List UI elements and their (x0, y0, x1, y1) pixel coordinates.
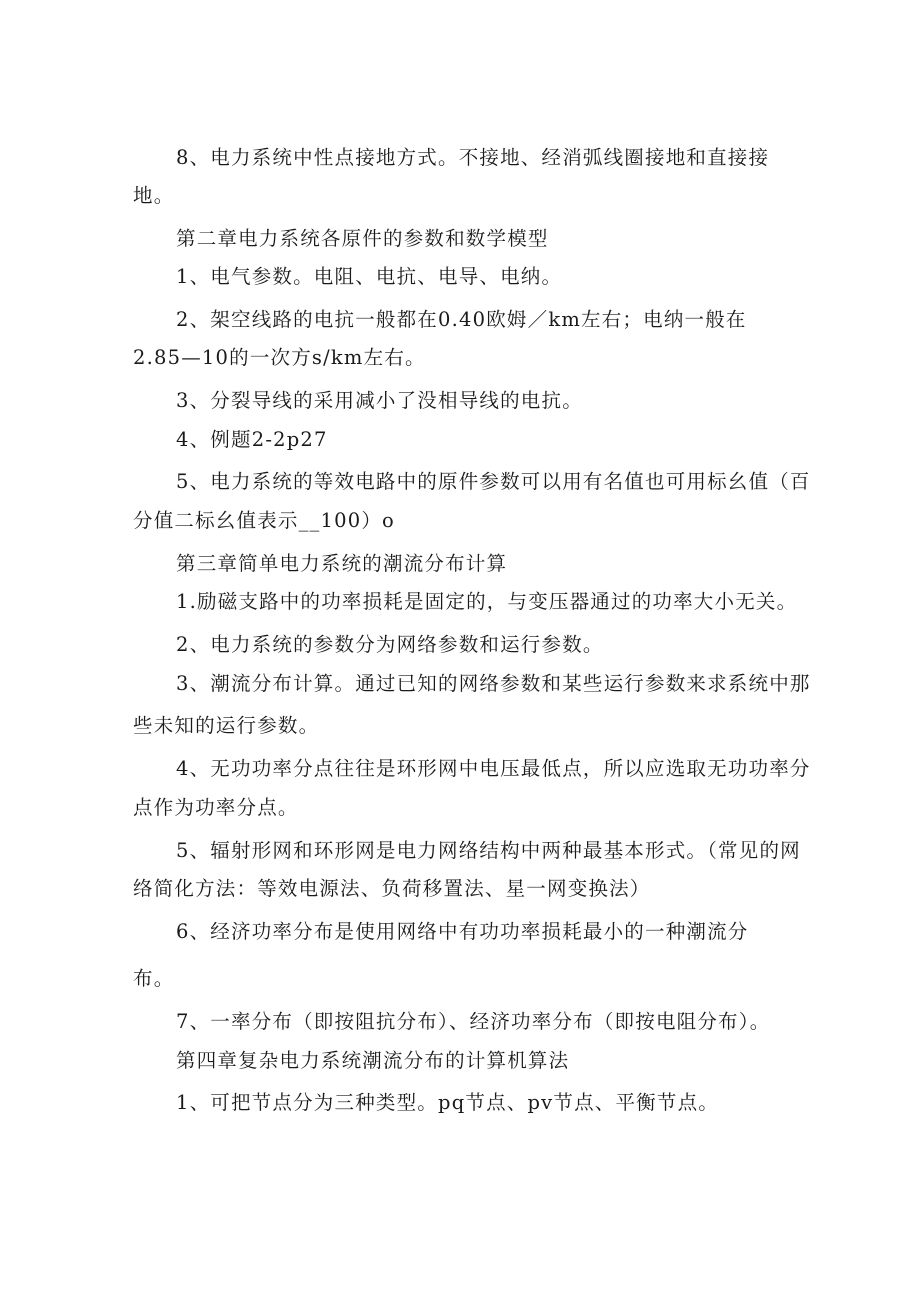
paragraph-line: 地。 (133, 184, 175, 207)
paragraph-line: 络简化方法：等效电源法、负荷移置法、星一网变换法） (133, 877, 651, 900)
paragraph-line: 6、经济功率分布是使用网络中有功功率损耗最小的一种潮流分 (176, 920, 749, 943)
paragraph-line: 分值二标幺值表示__100）o (133, 509, 395, 532)
paragraph-line: 1、可把节点分为三种类型。pq节点、pv节点、平衡节点。 (176, 1091, 719, 1114)
chapter-heading: 第三章简单电力系统的潮流分布计算 (176, 552, 508, 575)
paragraph-line: 3、分裂导线的采用减小了没相导线的电抗。 (176, 389, 583, 412)
paragraph-line: 3、潮流分布计算。通过已知的网络参数和某些运行参数来求系统中那 (176, 672, 811, 695)
paragraph-line: 1.励磁支路中的功率损耗是固定的，与变压器通过的功率大小无关。 (176, 590, 798, 613)
paragraph-line: 2.85—10的一次方s/km左右。 (133, 346, 426, 369)
paragraph-line: 5、辐射形网和环形网是电力网络结构中两种最基本形式。（常见的网 (176, 839, 801, 862)
paragraph-line: 点作为功率分点。 (133, 796, 299, 819)
paragraph-line: 7、一率分布（即按阻抗分布）、经济功率分布（即按电阻分布）。 (176, 1010, 771, 1033)
paragraph-line: 2、电力系统的参数分为网络参数和运行参数。 (176, 633, 604, 656)
chapter-heading: 第四章复杂电力系统潮流分布的计算机算法 (176, 1049, 570, 1072)
paragraph-line: 布。 (133, 967, 175, 990)
paragraph-line: 2、架空线路的电抗一般都在0.40欧姆／km左右；电纳一般在 (176, 308, 747, 331)
paragraph-line: 5、电力系统的等效电路中的原件参数可以用有名值也可用标幺值（百 (176, 470, 811, 493)
paragraph-line: 4、无功功率分点往往是环形网中电压最低点，所以应选取无功功率分 (176, 757, 811, 780)
paragraph-line: 8、电力系统中性点接地方式。不接地、经消弧线圈接地和直接接 (176, 146, 770, 169)
paragraph-line: 4、例题2-2p27 (176, 428, 328, 451)
chapter-heading: 第二章电力系统各原件的参数和数学模型 (176, 227, 549, 250)
paragraph-line: 1、电气参数。电阻、电抗、电导、电纳。 (176, 265, 563, 288)
paragraph-line: 些未知的运行参数。 (133, 714, 320, 737)
